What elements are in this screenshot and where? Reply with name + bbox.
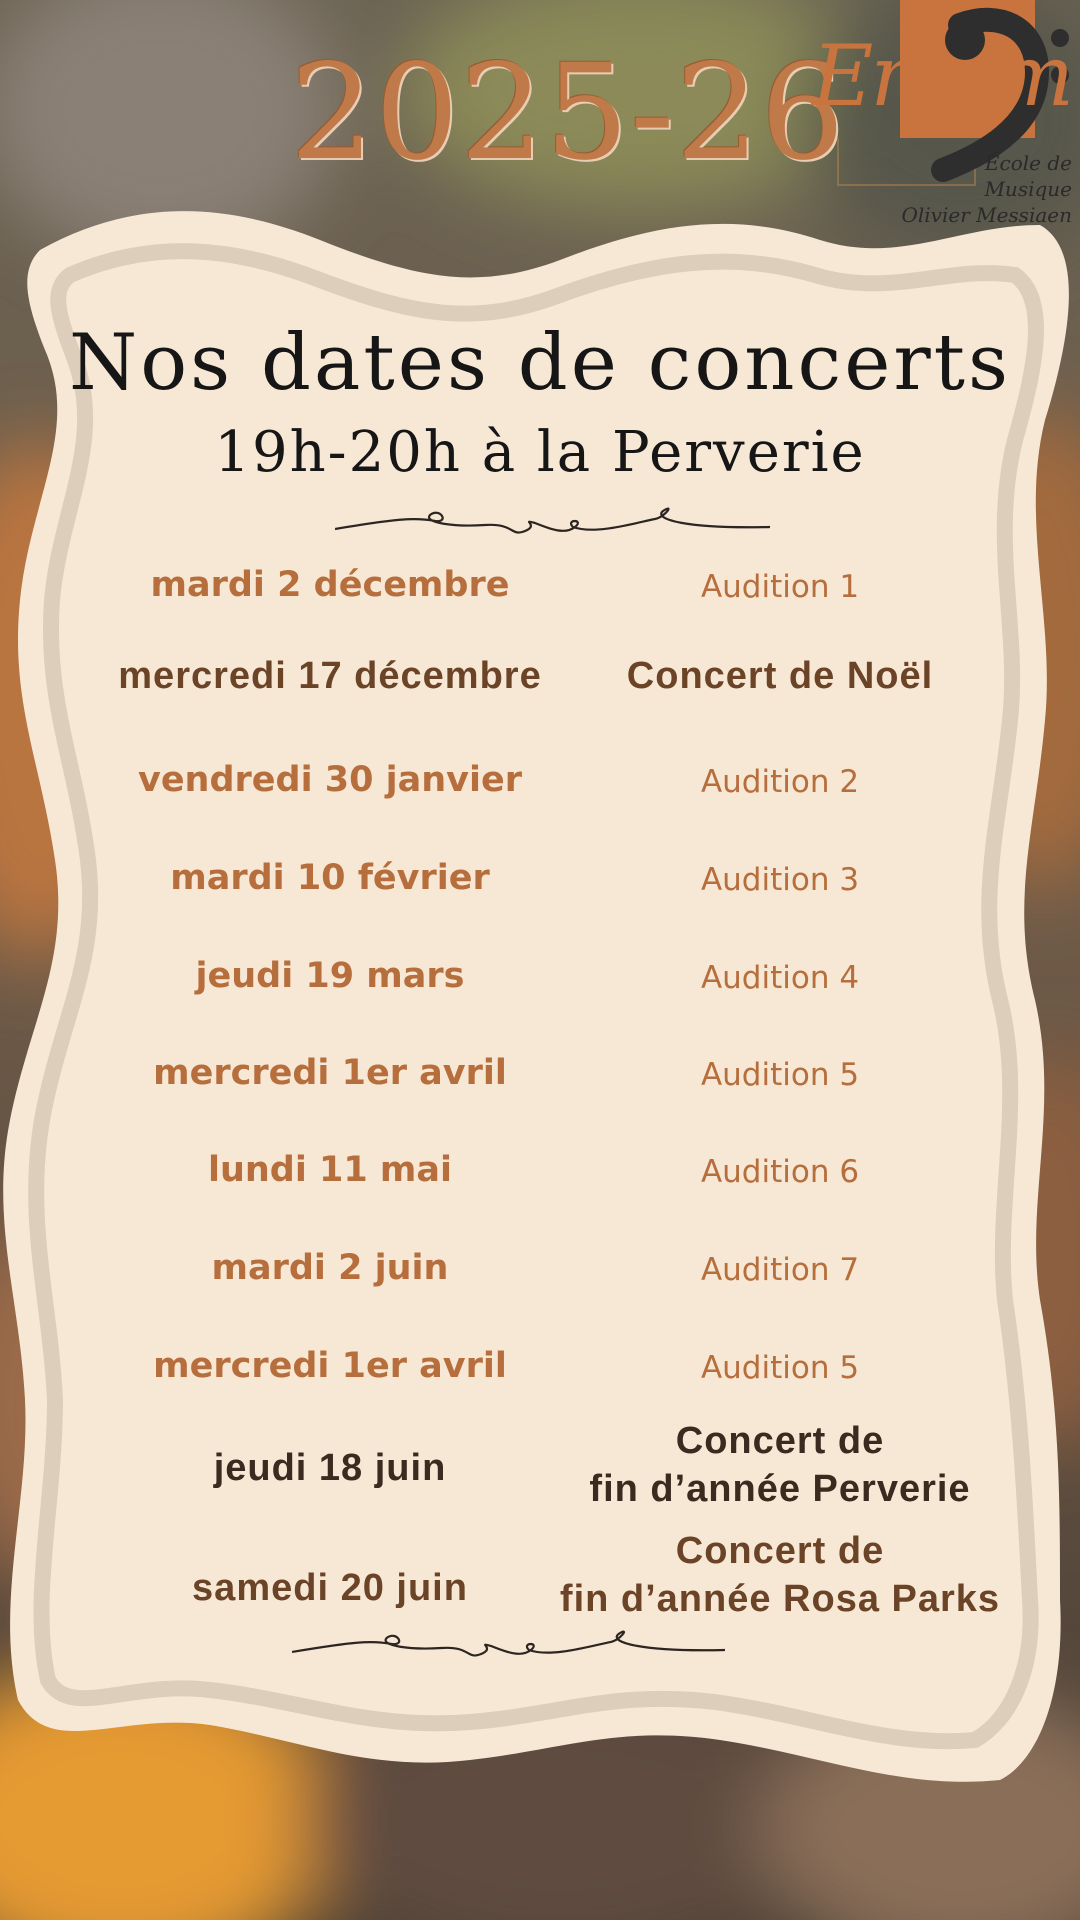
event-name: Audition 3: [700, 862, 860, 898]
logo-subtitle-line: Olivier Messiaen: [901, 203, 1072, 227]
event-name: Audition 5: [700, 1057, 860, 1093]
event-name: Audition 1: [700, 569, 860, 605]
season-year: 2025-26: [290, 36, 846, 190]
event-name: [520, 1527, 1040, 1623]
event-date: lundi 11 mai: [207, 1150, 453, 1190]
logo-subtitle-line: Musique: [984, 177, 1072, 201]
event-name-line: fin d’année Rosa Parks: [559, 1578, 1001, 1620]
logo-word: Emom: [812, 27, 1072, 125]
event-name-line: Concert de: [675, 1420, 885, 1462]
logo-subtitle: [901, 150, 1072, 228]
event-date: mardi 2 décembre: [150, 565, 510, 605]
event-date: mercredi 17 décembre: [118, 655, 542, 697]
event-name-line: Concert de: [675, 1530, 885, 1572]
event-date: samedi 20 juin: [192, 1567, 468, 1609]
event-name: Audition 6: [700, 1154, 860, 1190]
event-date: jeudi 18 juin: [213, 1447, 447, 1489]
event-date: mercredi 1er avril: [153, 1053, 507, 1093]
event-date: mardi 10 février: [170, 858, 490, 898]
page-subtitle: 19h-20h à la Perverie: [214, 420, 866, 485]
event-name: Audition 7: [700, 1252, 860, 1288]
logo-subtitle-line: École de: [984, 151, 1072, 175]
event-name-line: fin d’année Perverie: [589, 1468, 971, 1510]
event-name: [520, 1417, 1040, 1513]
event-name: Concert de Noël: [626, 655, 934, 697]
flourish-divider-icon: [292, 1628, 725, 1664]
event-name: Audition 2: [700, 764, 860, 800]
event-date: vendredi 30 janvier: [138, 760, 522, 800]
flourish-divider-icon: [335, 505, 770, 541]
page-title: Nos dates de concerts: [68, 318, 1012, 408]
event-name: Audition 4: [700, 960, 860, 996]
event-name: Audition 5: [700, 1350, 860, 1386]
event-date: mardi 2 juin: [211, 1248, 449, 1288]
event-date: jeudi 19 mars: [195, 956, 465, 996]
event-date: mercredi 1er avril: [153, 1346, 507, 1386]
